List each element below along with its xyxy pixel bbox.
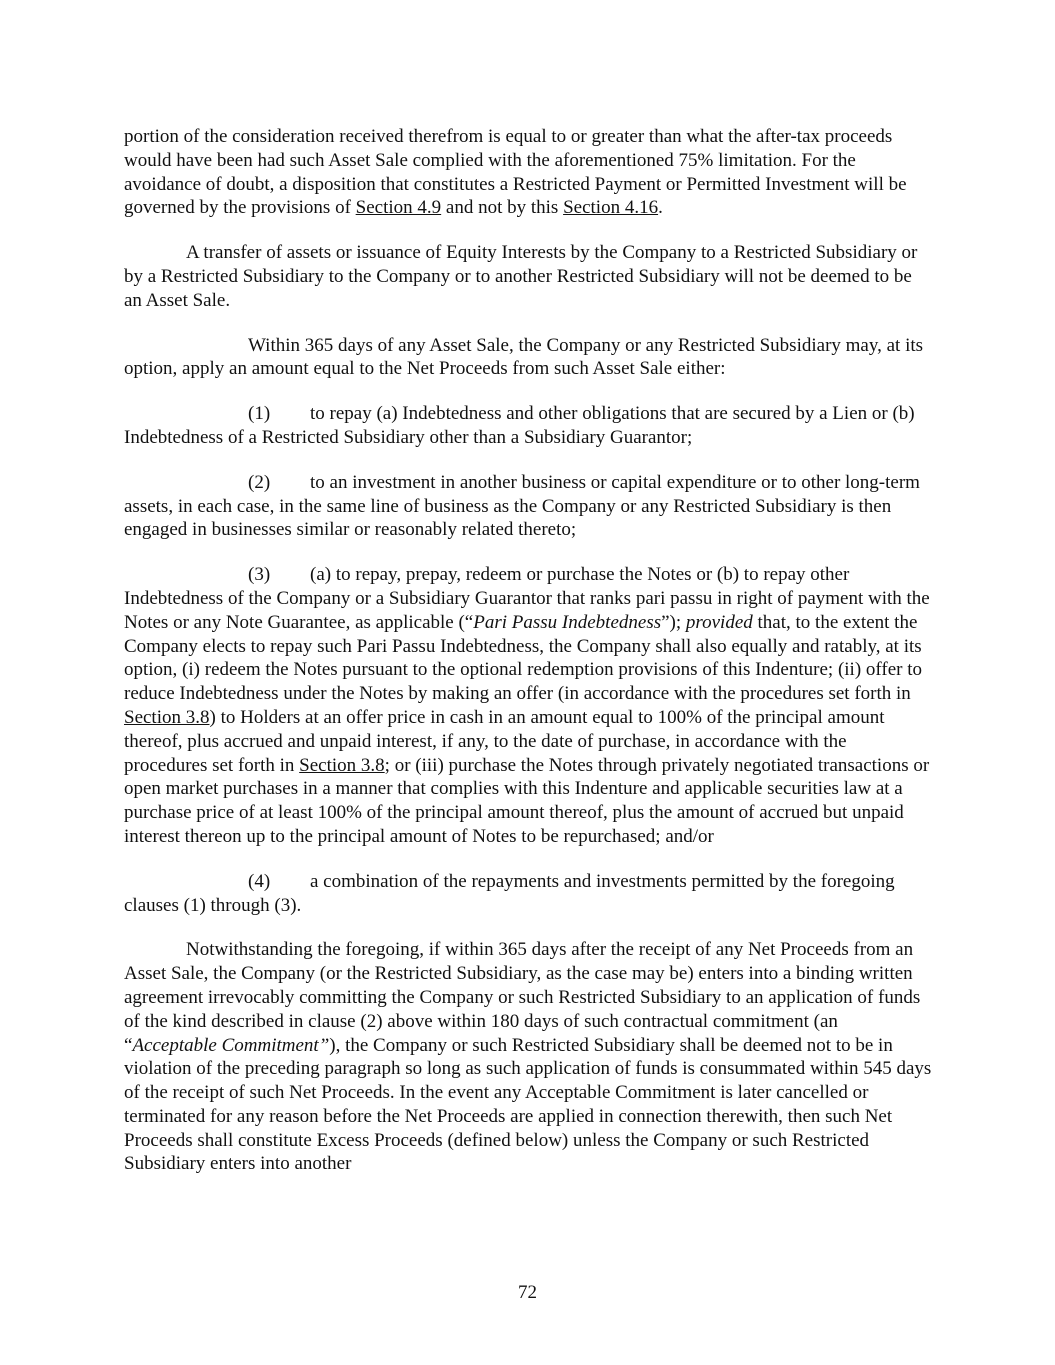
clause-4 (124, 870, 934, 918)
clause-text: to an investment in another business or capital expenditure or to other long-term assets, in each case, in the same line of business as the Company or any Restricted Subsidiary is then engaged in businesses similar or reasonably related thereto; (124, 471, 920, 541)
proviso-term: provided (685, 611, 753, 633)
paragraph-continuation (124, 125, 934, 220)
document-body (124, 125, 934, 1197)
clause-text: a combination of the repayments and investments permitted by the foregoing clauses (1) through (3). (124, 870, 895, 916)
clause-1 (124, 402, 934, 450)
clause-2 (124, 471, 934, 542)
defined-term: Pari Passu Indebtedness (473, 611, 662, 633)
clause-text: to repay (a) Indebtedness and other obligations that are secured by a Lien or (b) Indebtedness of a Restricted Subsidiary other than a Subsidiary Guarantor; (124, 403, 915, 448)
paragraph-notwithstanding (124, 938, 934, 1176)
paragraph-text: and not by this (441, 197, 564, 219)
clause-text: ) to Holders at an offer price in cash in an amount equal to 100% of the principal amount thereof, plus accrued and unpaid interest, if any, to the date of purchase, in accordance with the procedures set forth in (124, 706, 885, 776)
section-reference: Section 4.9 (355, 197, 442, 219)
clause-number: (2) (248, 471, 271, 493)
clause-3 (124, 563, 934, 849)
section-reference: Section 4.16 (563, 197, 659, 219)
clause-number: (4) (248, 870, 271, 892)
section-reference: Section 3.8 (124, 706, 210, 728)
paragraph-text: . (658, 197, 663, 219)
clause-text: ”); (661, 611, 686, 633)
clause-text: that, to the extent the Company elects to repay such Pari Passu Indebtedness, the Company shall also equally and ratably, at its option, (i) redeem the Notes pursuant to the optional redemption provisions of this Indenture; (ii) offer to reduce Indebtedness under the Notes by making an offer (in accordance with the procedures set forth in (124, 611, 922, 705)
clause-number: (1) (248, 403, 271, 425)
paragraph-text: ), the Company or such Restricted Subsidiary shall be deemed not to be in violation of the preceding paragraph so long as such application of funds is consummated within 545 days of the receipt of such Net Proceeds. In the event any Acceptable Commitment is later cancelled or terminated for any reason before the Net Proceeds are applied in connection therewith, then such Net Proceeds shall constitute Excess Proceeds (defined below) unless the Company or such Restricted Subsidiary enters into another (124, 1034, 932, 1175)
page-number: 72 (518, 1282, 537, 1303)
clause-text: (a) to repay, prepay, redeem or purchase the Notes or (b) to repay other Indebtedness of the Company or a Subsidiary Guarantor that ranks pari passu in right of payment with the Notes or any Note Guarantee, as applicable (“ (124, 564, 930, 633)
clause-text: ; or (iii) purchase the Notes through privately negotiated transactions or open market purchases in a manner that complies with this Indenture and applicable securities law at a purchase price of at least 100% of the principal amount thereof, plus the amount of accrued but unpaid interest thereon up to the principal amount of Notes to be repurchased; and/or (124, 754, 930, 847)
defined-term: Acceptable Commitment” (132, 1034, 330, 1056)
paragraph-text: Notwithstanding the foregoing, if within 365 days after the receipt of any Net Proceeds from an Asset Sale, the Company (or the Restricted Subsidiary, as the case may be) enters into a binding written agreement irrevocably committing the Company or such Restricted Subsidiary to an application of funds of the kind described in clause (2) above within 180 days of such contractual commitment (an “ (124, 939, 921, 1056)
paragraph-transfer: A transfer of assets or issuance of Equity Interests by the Company to a Restricted Subsidiary or by a Restricted Subsidiary to the Company or to another Restricted Subsidiary will not be deemed to be an Asset Sale. (124, 242, 918, 311)
clause-number: (3) (248, 564, 271, 586)
section-reference: Section 3.8 (299, 754, 385, 776)
paragraph-text: portion of the consideration received therefrom is equal to or greater than what the after-tax proceeds would have been had such Asset Sale complied with the aforementioned 75% limitation. For the avoidance of doubt, a disposition that constitutes a Restricted Payment or Permitted Investment will be governed by the provisions of (124, 126, 907, 219)
paragraph-within-365-days: Within 365 days of any Asset Sale, the Company or any Restricted Subsidiary may, at its option, apply an amount equal to the Net Proceeds from such Asset Sale either: (124, 334, 924, 380)
